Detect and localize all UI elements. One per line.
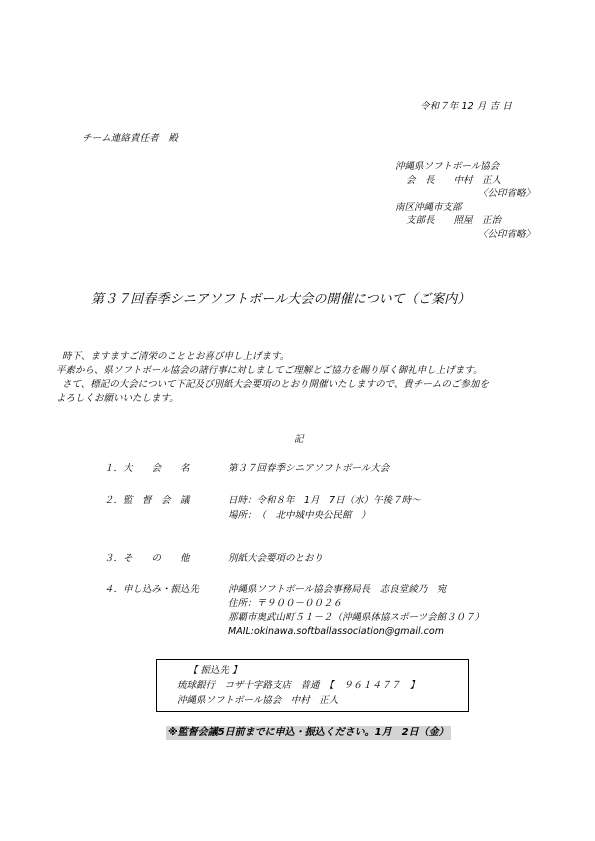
sender-org-2-seal-note: 〈公印省略〉 (477, 228, 535, 240)
sender-block (395, 160, 575, 241)
body-greeting: 時下、ますますご清栄のこととお喜び申し上げます。 (62, 351, 290, 362)
document-date: 令和７年 12 月 吉 日 (420, 101, 512, 112)
item-3-label: ３．そ の 他 (104, 553, 190, 564)
document-title: 第３７回春季シニアソフトボール大会の開催について（ご案内） (91, 292, 471, 307)
item-4-address: 那覇市奥武山町５１－２（沖縄県体協スポーツ会館３０７） (228, 612, 485, 623)
item-2-venue: 場所：（ 北中城中央公民館 ） (228, 510, 371, 521)
item-4-recipient: 沖縄県ソフトボール協会事務局長 志良堂綾乃 宛 (228, 584, 447, 595)
sender-org-1-president: 会 長 中村 正人 (406, 174, 502, 186)
body-thanks: 平素から、県ソフトボール協会の諸行事に対しましてご理解とご協力を賜り厚く御礼申し上げます。 (56, 365, 483, 376)
body-request: よろしくお願いいたします。 (56, 393, 179, 404)
item-4-email[interactable]: MAIL:okinawa.softballassociation@gmail.com (228, 626, 444, 637)
transfer-heading: 【 振込先 】 (188, 665, 242, 676)
transfer-bank: 琉球銀行 コザ十字路支店 普通 【 ９６１４７７ 】 (177, 680, 420, 691)
addressee: チーム連絡責任者 殿 (82, 133, 179, 144)
transfer-holder: 沖縄県ソフトボール協会 中村 正人 (177, 695, 339, 706)
sender-org-1-seal-note: 〈公印省略〉 (477, 188, 535, 199)
item-1-value: 第３７回春季シニアソフトボール大会 (228, 463, 390, 474)
item-1-label: １．大 会 名 (104, 463, 190, 474)
sender-org-1: 沖縄県ソフトボール協会 (395, 161, 500, 172)
item-4-postal: 住所：〒９００－００２６ (228, 598, 343, 609)
item-3-value: 別紙大会要項のとおり (228, 553, 324, 564)
item-2-label: ２．監 督 会 議 (104, 495, 190, 506)
ki-marker: 記 (294, 434, 304, 445)
item-4-label: ４．申し込み・振込先 (104, 584, 200, 595)
deadline-notice: ※監督会議5日前までに申込・振込ください。1月 2日（金） (168, 727, 449, 738)
sender-org-2: 南区沖縄市支部 (395, 201, 462, 213)
body-announcement: さて、標記の大会について下記及び別紙大会要項のとおり開催いたしますので、貴チームのご参加を (62, 379, 489, 390)
sender-org-2-branch-head: 支部長 照屋 正治 (406, 215, 502, 226)
item-2-datetime: 日時：令和８年 1月 7日（水）午後７時～ (228, 495, 421, 506)
